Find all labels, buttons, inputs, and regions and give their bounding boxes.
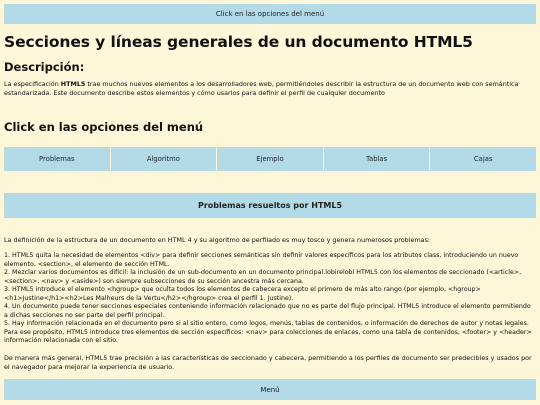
list-item: 3. HTML5 introduce el elemento <hgroup> que oculta todos los elementos de cabecera excepto el primero de más alto rango (por ejemplo, <hgroup> <h1>Justine</h1><h2>Les Malheurs de la Vertu</h2></hgroup> crea el perfil 1. Justine). xyxy=(4,286,481,302)
closing-text: De manera más general, HTML5 trae precisión a las características de seccionado y cabecera, permitiendo a los perfiles de documento ser predecibles y usados por el navegador para mejorar la experiencia de usuario. xyxy=(4,354,532,371)
menu-item-label: Problemas xyxy=(39,155,75,163)
description-text-before: La especificación xyxy=(4,80,61,88)
menu-item-cajas[interactable] xyxy=(430,147,536,171)
menu-item-tablas[interactable] xyxy=(324,147,430,171)
menu-item-algoritmo[interactable] xyxy=(111,147,217,171)
top-menu-bar[interactable] xyxy=(4,4,536,24)
section-bar[interactable] xyxy=(4,193,536,218)
menu-item-label: Algoritmo xyxy=(146,155,180,163)
description-text-after: trae muchos nuevos elementos a los desarrolladores web, permitiéndoles describir la estructura de un documento web con semántica estandarizada. Este documento describe estos elementos y cómo usarlos para definir el perfil de cualquier documento xyxy=(4,80,519,97)
menu-item-ejemplo[interactable] xyxy=(217,147,323,171)
menu-item-problemas[interactable] xyxy=(4,147,110,171)
list-item: 4. Un documento puede tener secciones especiales conteniendo información relacionado que no es parte del flujo principal. HTML5 introduce el elemento permitiendo a dichas secciones no ser parte del perfil principal. xyxy=(4,303,531,319)
description-heading: Descripción: xyxy=(4,60,85,74)
menu-item-label: Tablas xyxy=(366,155,388,163)
menu-item-label: Ejemplo xyxy=(256,155,284,163)
bottom-menu-bar[interactable] xyxy=(4,379,536,400)
bottom-menu-bar-label: Menú xyxy=(260,385,280,394)
problems-list xyxy=(4,252,536,346)
description-text xyxy=(4,80,536,97)
menu-nav xyxy=(4,147,536,171)
section-bar-label: Problemas resueltos por HTML5 xyxy=(197,201,343,210)
menu-item-label: Cajas xyxy=(473,155,493,163)
list-item: 5. Hay información relacionada en el documento pero si al sitio entero, como logos, menús, tablas de contenidos, o información de derechos de autor y notas legales. Para ese propósito, HTML5 introduce tres elementos de sección específicos: <nav> para colecciones de enlaces, como una tabla de contenidos, <footer> y <header> información relacionada con el sitio. xyxy=(4,320,532,344)
top-menu-bar-label: Click en las opciones del menú xyxy=(215,10,325,18)
intro-text: La definición de la estructura de un documento en HTML 4 y su algoritmo de perfilado es muy tosco y genera numerosos problemas: xyxy=(4,236,431,244)
list-item: 1. HTML5 quita la necesidad de elementos <div> para definir secciones semánticas sin definir valores específicos para los atributos class, introduciendo un nuevo elemento, <section>, el elemento de sección HTML. xyxy=(4,252,519,268)
page-title: Secciones y líneas generales de un documento HTML5 xyxy=(4,33,473,51)
list-item: 2. Mezclar varios documentos es difícil: la inclusión de un sub-documento en un documento principal.lobirelobl HTML5 con los elementos de seccionado (<article>, <section>, <nav> y <aside>) son siempre subsecciones de su sección ancestra más cercana. xyxy=(4,269,522,285)
menu-heading: Click en las opciones del menú xyxy=(4,120,204,134)
description-text-bold: HTML5 xyxy=(60,80,86,88)
